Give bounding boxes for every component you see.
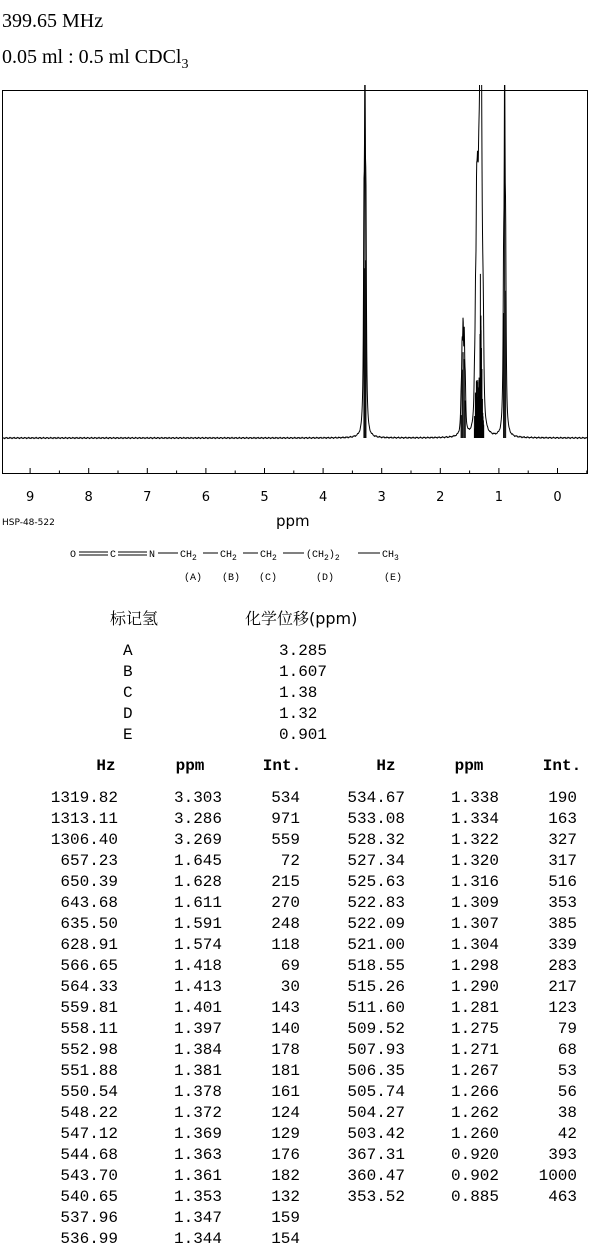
peak-intensity: 393 [548, 1146, 577, 1164]
group-b: $CH_2$ [220, 550, 237, 563]
peak-ppm: 1.361 [173, 1167, 222, 1185]
peak-hz: 1313.11 [50, 810, 118, 828]
peak-ppm: 1.369 [173, 1125, 222, 1143]
peak-intensity: 270 [271, 894, 300, 912]
group-c: $CH_2$ [260, 550, 277, 563]
peak-intensity: 283 [548, 957, 577, 975]
peak-ppm: 1.645 [173, 852, 222, 870]
peak-hz: 559.81 [60, 999, 118, 1017]
peak-ppm: 1.397 [173, 1020, 222, 1038]
peak-hz: 550.54 [60, 1083, 118, 1101]
label-a: (A) [184, 573, 203, 584]
peak-hz: 503.42 [347, 1125, 405, 1143]
peak-intensity: 215 [271, 873, 300, 891]
peak-hz: 522.09 [347, 915, 405, 933]
x-tick-label: 1 [494, 490, 504, 505]
spectrum-code: HSP-48-522 [2, 518, 55, 528]
peak-ppm: 1.320 [450, 852, 499, 870]
peak-ppm: 1.290 [450, 978, 499, 996]
peak-hz: 1306.40 [50, 831, 118, 849]
peak-hz: 525.63 [347, 873, 405, 891]
peak-ppm: 1.304 [450, 936, 499, 954]
peak-intensity: 217 [548, 978, 577, 996]
peak-hz: 552.98 [60, 1041, 118, 1059]
peak-hz: 547.12 [60, 1125, 118, 1143]
peak-intensity: 339 [548, 936, 577, 954]
label-c: (C) [259, 573, 278, 584]
peak-hz: 353.52 [347, 1188, 405, 1206]
peak-intensity: 463 [548, 1188, 577, 1206]
label-e: (E) [384, 573, 403, 584]
peak-intensity: 159 [271, 1209, 300, 1227]
assignment-shift: 0.901 [279, 726, 328, 744]
peak-ppm: 1.372 [173, 1104, 222, 1122]
atom-n: N [149, 550, 156, 561]
peak-hz: 504.27 [347, 1104, 405, 1122]
peak-intensity: 516 [548, 873, 577, 891]
assignment-shift: 3.285 [279, 642, 328, 660]
x-tick-label: 0 [553, 490, 562, 505]
peak-ppm: 1.262 [450, 1104, 499, 1122]
peak-ppm: 1.281 [450, 999, 499, 1017]
peak-intensity: 123 [548, 999, 577, 1017]
peak-hz: 506.35 [347, 1062, 405, 1080]
peak-ppm: 1.378 [173, 1083, 222, 1101]
peak-hz: 543.70 [60, 1167, 118, 1185]
x-tick-label: 6 [201, 490, 211, 505]
spectrometer-frequency: 399.65 MHz [2, 10, 104, 32]
peak-hz: 564.33 [60, 978, 118, 996]
peak-intensity: 140 [271, 1020, 300, 1038]
peak-hz: 367.31 [347, 1146, 405, 1164]
peak-hz: 650.39 [60, 873, 118, 891]
peak-hz: 536.99 [60, 1230, 118, 1248]
peak-intensity: 53 [557, 1062, 577, 1080]
assignment-label: E [123, 726, 133, 744]
peak-intensity: 69 [280, 957, 300, 975]
peak-ppm: 1.338 [450, 789, 499, 807]
atom-o: O [70, 550, 77, 561]
sample-description [2, 46, 188, 73]
peak-hz: 540.65 [60, 1188, 118, 1206]
peak-ppm: 1.267 [450, 1062, 499, 1080]
peak-ppm: 1.271 [450, 1041, 499, 1059]
peak-intensity: 143 [271, 999, 300, 1017]
group-d: $(CH_2)_2$ [306, 550, 340, 563]
peak-intensity: 327 [548, 831, 577, 849]
peak-intensity: 38 [557, 1104, 577, 1122]
assignment-label: D [123, 705, 133, 723]
peak-ppm: 1.266 [450, 1083, 499, 1101]
peak-hz: 521.00 [347, 936, 405, 954]
label-b: (B) [222, 573, 241, 584]
sample-text: 0.05 ml : 0.5 ml CDCl [2, 46, 182, 68]
assignment-shift: 1.38 [279, 684, 318, 702]
peak-intensity: 353 [548, 894, 577, 912]
x-tick-label: 3 [377, 490, 386, 505]
peak-ppm: 1.334 [450, 810, 499, 828]
peak-hz: 533.08 [347, 810, 405, 828]
peak-ppm: 1.307 [450, 915, 499, 933]
peak-hz: 505.74 [347, 1083, 405, 1101]
nmr-spectrum-chart [0, 85, 595, 510]
peak-table-header: ppm [175, 757, 205, 775]
peak-ppm: 0.885 [450, 1188, 499, 1206]
peak-table-header: ppm [454, 757, 484, 775]
peak-intensity: 190 [548, 789, 577, 807]
x-tick-label: 4 [318, 490, 328, 505]
molecular-structure [68, 544, 418, 588]
peak-hz: 643.68 [60, 894, 118, 912]
x-tick-label: 2 [436, 490, 445, 505]
peak-ppm: 3.269 [173, 831, 222, 849]
peak-hz: 544.68 [60, 1146, 118, 1164]
peak-ppm: 0.920 [450, 1146, 499, 1164]
peak-ppm: 1.316 [450, 873, 499, 891]
peak-ppm: 3.303 [173, 789, 222, 807]
peak-intensity: 79 [557, 1020, 577, 1038]
peak-table-header: Int. [262, 757, 302, 775]
peak-ppm: 1.344 [173, 1230, 222, 1248]
peak-hz: 534.67 [347, 789, 405, 807]
peak-ppm: 1.591 [173, 915, 222, 933]
peak-hz: 628.91 [60, 936, 118, 954]
label-d: (D) [316, 573, 335, 584]
peak-intensity: 154 [271, 1230, 300, 1248]
atom-c: C [110, 550, 117, 561]
peak-intensity: 56 [557, 1083, 577, 1101]
peak-intensity: 317 [548, 852, 577, 870]
peak-intensity: 385 [548, 915, 577, 933]
x-axis-label: ppm [276, 512, 310, 530]
peak-ppm: 1.401 [173, 999, 222, 1017]
peak-hz: 509.52 [347, 1020, 405, 1038]
peak-hz: 635.50 [60, 915, 118, 933]
peak-table-header: Hz [376, 757, 396, 775]
peak-ppm: 1.322 [450, 831, 499, 849]
peak-intensity: 163 [548, 810, 577, 828]
peak-intensity: 30 [280, 978, 300, 996]
group-e: $CH_3$ [382, 550, 399, 563]
peak-intensity: 132 [271, 1188, 300, 1206]
peak-intensity: 124 [271, 1104, 300, 1122]
sample-subscript: 3 [181, 57, 189, 72]
peak-ppm: 1.298 [450, 957, 499, 975]
peak-ppm: 1.413 [173, 978, 222, 996]
peak-ppm: 1.381 [173, 1062, 222, 1080]
peak-intensity: 534 [271, 789, 300, 807]
peak-hz: 527.34 [347, 852, 405, 870]
peak-ppm: 0.902 [450, 1167, 499, 1185]
peak-hz: 551.88 [60, 1062, 118, 1080]
plot-frame [3, 91, 588, 474]
assignment-label: B [123, 663, 133, 681]
peak-intensity: 178 [271, 1041, 300, 1059]
peak-ppm: 1.275 [450, 1020, 499, 1038]
x-tick-label: 8 [84, 490, 93, 505]
peak-hz: 507.93 [347, 1041, 405, 1059]
assignment-shift: 1.32 [279, 705, 318, 723]
group-a: $CH_2$ [180, 550, 197, 563]
spectrum-trace [3, 85, 587, 439]
peak-hz: 548.22 [60, 1104, 118, 1122]
peak-ppm: 1.611 [173, 894, 222, 912]
peak-ppm: 1.384 [173, 1041, 222, 1059]
peak-intensity: 72 [280, 852, 300, 870]
peak-intensity: 181 [271, 1062, 300, 1080]
peak-ppm: 3.286 [173, 810, 222, 828]
peak-hz: 537.96 [60, 1209, 118, 1227]
peak-intensity: 129 [271, 1125, 300, 1143]
peak-intensity: 118 [271, 936, 300, 954]
peak-intensity: 559 [271, 831, 300, 849]
peak-hz: 518.55 [347, 957, 405, 975]
peak-ppm: 1.309 [450, 894, 499, 912]
assignment-col-label: 标记氢 [110, 609, 159, 628]
peak-ppm: 1.628 [173, 873, 222, 891]
peak-ppm: 1.574 [173, 936, 222, 954]
assignment-shift: 1.607 [279, 663, 328, 681]
peak-intensity: 176 [271, 1146, 300, 1164]
peak-ppm: 1.418 [173, 957, 222, 975]
peak-intensity: 248 [271, 915, 300, 933]
peak-ppm: 1.347 [173, 1209, 222, 1227]
peak-intensity: 971 [271, 810, 300, 828]
peak-intensity: 42 [557, 1125, 577, 1143]
peak-intensity: 161 [271, 1083, 300, 1101]
peak-hz: 558.11 [60, 1020, 118, 1038]
peak-ppm: 1.353 [173, 1188, 222, 1206]
assignment-col-shift: 化学位移(ppm) [245, 609, 358, 628]
peak-table-header: Hz [96, 757, 116, 775]
peak-hz: 360.47 [347, 1167, 405, 1185]
assignment-label: C [123, 684, 133, 702]
peak-ppm: 1.260 [450, 1125, 499, 1143]
peak-intensity: 68 [557, 1041, 577, 1059]
peak-hz: 657.23 [60, 852, 118, 870]
peak-ppm: 1.363 [173, 1146, 222, 1164]
x-tick-label: 7 [143, 490, 152, 505]
x-tick-label: 9 [25, 490, 35, 505]
assignment-label: A [123, 642, 133, 660]
peak-hz: 528.32 [347, 831, 405, 849]
x-tick-label: 5 [260, 490, 269, 505]
peak-hz: 566.65 [60, 957, 118, 975]
peak-intensity: 1000 [538, 1167, 577, 1185]
peak-table-header: Int. [542, 757, 582, 775]
peak-hz: 515.26 [347, 978, 405, 996]
peak-hz: 522.83 [347, 894, 405, 912]
peak-hz: 511.60 [347, 999, 405, 1017]
peak-hz: 1319.82 [50, 789, 118, 807]
peak-intensity: 182 [271, 1167, 300, 1185]
